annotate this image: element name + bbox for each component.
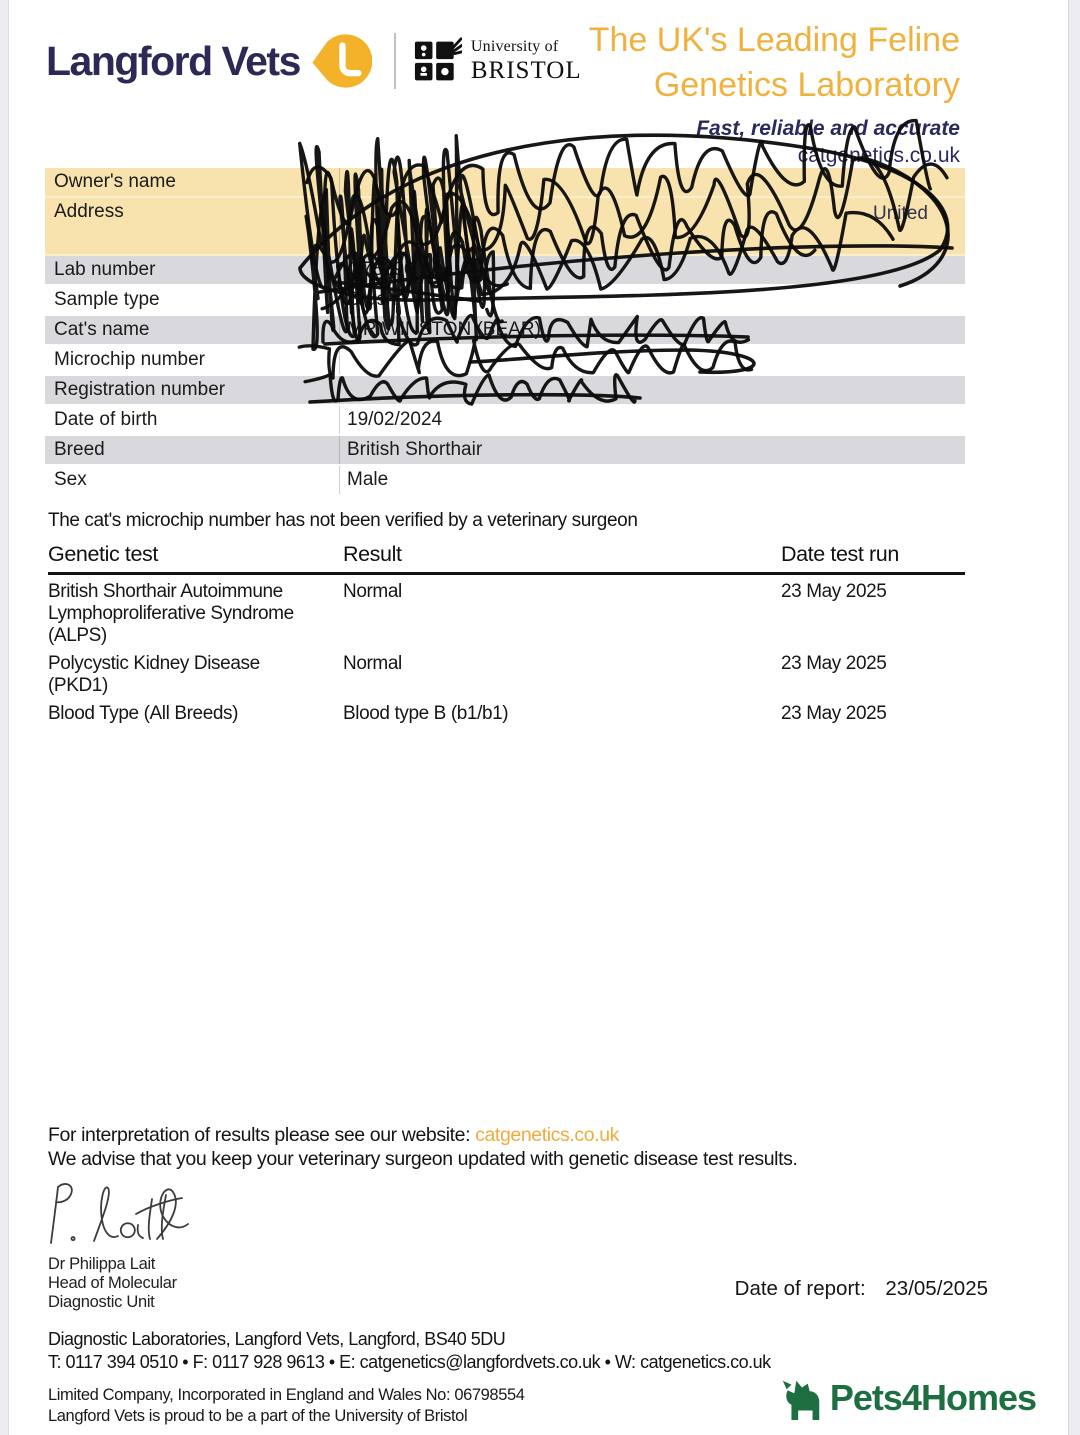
- header-divider: [394, 33, 396, 89]
- interpretation-line1: [48, 1123, 1020, 1147]
- signer-block: [48, 1255, 177, 1312]
- info-row-dob: [45, 406, 965, 436]
- masthead-title-line2: Genetics Laboratory: [653, 66, 960, 104]
- bristol-logo-text: [471, 39, 582, 83]
- info-label: Owner's name: [54, 171, 176, 192]
- microchip-note: The cat's microchip number has not been verified by a veterinary surgeon: [48, 510, 638, 531]
- masthead-title-line1: The UK's Leading Feline: [588, 21, 960, 59]
- info-row-microchip: [45, 346, 965, 376]
- results-header-row: [48, 542, 965, 575]
- results-header-date: Date test run: [781, 542, 899, 566]
- info-row-address: [45, 198, 965, 256]
- info-label: Microchip number: [54, 349, 205, 370]
- interpretation-line2: We advise that you keep your veterinary surgeon updated with genetic disease test results.: [48, 1148, 798, 1170]
- info-label: Breed: [54, 439, 105, 460]
- info-row-sample-type: [45, 286, 965, 316]
- info-label: Lab number: [54, 259, 156, 280]
- info-label: Sample type: [54, 289, 160, 310]
- report-date-row: [735, 1277, 988, 1301]
- info-value: Male: [339, 466, 965, 494]
- footer-contacts: T: 0117 394 0510 • F: 0117 928 9613 • E: catgenetics@langfordvets.co.uk • W: catgenetics.co.uk: [48, 1352, 771, 1372]
- result-date: 23 May 2025: [781, 581, 887, 602]
- info-label: Sex: [54, 469, 87, 490]
- address-fragment: United: [873, 203, 928, 224]
- info-value: 19/02/2024: [339, 406, 965, 434]
- result-date: 23 May 2025: [781, 653, 887, 674]
- signer-row: [48, 1255, 988, 1312]
- result-value: Normal: [343, 581, 402, 602]
- results-header-test: Genetic test: [48, 542, 158, 566]
- info-label: Address: [54, 201, 124, 222]
- info-row-registration: [45, 376, 965, 406]
- signer-name: Dr Philippa Lait: [48, 1255, 156, 1273]
- langford-pin-icon: [310, 30, 372, 92]
- info-row-cat-name: [45, 316, 965, 346]
- result-test-name: Polycystic Kidney Disease (PKD1): [48, 653, 260, 696]
- info-value: [339, 376, 965, 404]
- report-date-value: 23/05/2025: [885, 1277, 988, 1300]
- footer-bristol-note: Langford Vets is proud to be a part of the University of Bristol: [48, 1407, 468, 1425]
- uob-line1: University of: [470, 38, 559, 55]
- info-row-lab-number: [45, 256, 965, 286]
- patient-info-table: [45, 168, 965, 496]
- signer-role1: Head of Molecular: [48, 1274, 177, 1292]
- footer-company: Limited Company, Incorporated in England and Wales No: 06798554: [48, 1386, 525, 1404]
- footer-address-block: [48, 1328, 1020, 1374]
- info-row-owner: [45, 168, 965, 198]
- pets4homes-dog-icon: [782, 1375, 822, 1421]
- signer-role2: Diagnostic Unit: [48, 1293, 155, 1311]
- info-value: British Shorthair: [339, 436, 965, 464]
- langford-vets-logo: Langford Vets: [46, 37, 300, 84]
- header: [0, 0, 1080, 168]
- brand-row: [46, 30, 582, 92]
- masthead-tagline: Fast, reliable and accurate: [696, 117, 960, 140]
- result-date: 23 May 2025: [781, 703, 887, 724]
- result-test-name: British Shorthair Autoimmune Lymphoproliferative Syndrome (ALPS): [48, 581, 294, 646]
- info-value: MR WINSTON (BEAR): [339, 316, 965, 344]
- results-row: [48, 697, 965, 725]
- info-label: Cat's name: [54, 319, 150, 340]
- interpretation-text: For interpretation of results please see our website:: [48, 1124, 476, 1146]
- blank-area: [0, 725, 1080, 1123]
- info-value: [339, 346, 965, 374]
- info-row-breed: [45, 436, 965, 466]
- info-value: [339, 198, 965, 254]
- pets4homes-wordmark: Pets4Homes: [829, 1377, 1036, 1418]
- report-date-label: Date of report:: [734, 1277, 866, 1300]
- uob-line2: BRISTOL: [470, 57, 582, 84]
- results-row: [48, 647, 965, 697]
- signature: [42, 1179, 232, 1253]
- catgenetics-link[interactable]: catgenetics.co.uk: [475, 1124, 620, 1146]
- info-row-sex: [45, 466, 965, 496]
- pets4homes-logo: [782, 1375, 1036, 1421]
- page-edge-left: [0, 0, 9, 1435]
- result-test-name: Blood Type (All Breeds): [48, 703, 239, 724]
- result-value: Blood type B (b1/b1): [343, 703, 509, 724]
- result-value: Normal: [343, 653, 402, 674]
- info-label: Registration number: [54, 379, 226, 400]
- bristol-crest-icon: [414, 37, 462, 85]
- university-of-bristol-logo: [414, 37, 582, 85]
- results-table: [48, 542, 965, 725]
- masthead: [589, 18, 960, 168]
- info-label: Date of birth: [54, 409, 158, 430]
- footer-address: Diagnostic Laboratories, Langford Vets, Langford, BS40 5DU: [48, 1329, 506, 1349]
- info-value: [339, 168, 965, 196]
- page-edge-right: [1068, 0, 1080, 1435]
- results-row: [48, 575, 965, 647]
- info-value: G78290: [339, 256, 965, 284]
- masthead-website: catgenetics.co.uk: [797, 144, 960, 167]
- info-value: Brush: [339, 286, 965, 314]
- results-header-result: Result: [343, 542, 402, 566]
